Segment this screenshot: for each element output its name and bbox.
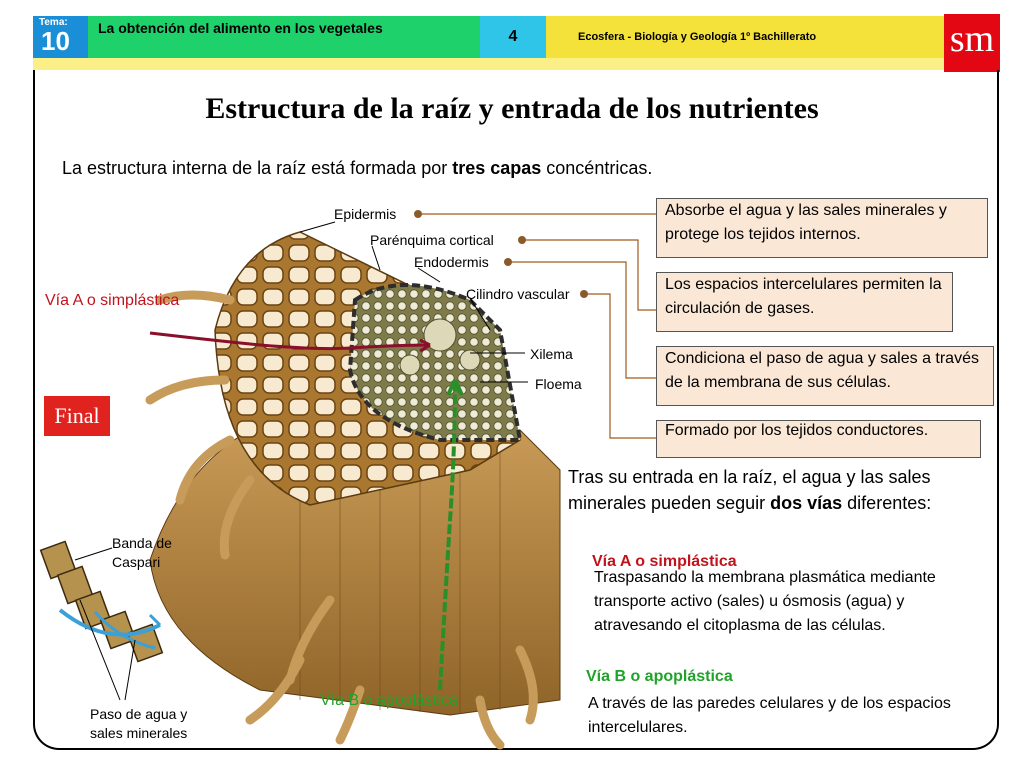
heading-via-a: Vía A o simplástica [592, 553, 737, 570]
box-parenquima: Los espacios intercelulares permiten la circulación de gases. [656, 272, 953, 332]
label-xilema: Xilema [530, 346, 573, 362]
page-title: Estructura de la raíz y entrada de los nutrientes [205, 92, 819, 125]
tema-label: Tema: [39, 17, 68, 28]
box-epidermis: Absorbe el agua y las sales minerales y protege los tejidos internos. [656, 198, 988, 258]
box-endodermis: Condiciona el paso de agua y sales a través de la membrana de sus células. [656, 346, 994, 406]
label-endodermis: Endodermis [414, 254, 489, 270]
label-cilindro: Cilindro vascular [466, 286, 570, 302]
book-title: Ecosfera - Biología y Geología 1º Bachillerato [546, 16, 944, 58]
final-button[interactable]: Final [44, 396, 110, 436]
box-cilindro: Formado por los tejidos conductores. [656, 420, 981, 458]
publisher-logo: sm [944, 14, 1000, 72]
topic-title: La obtención del alimento en los vegetales [98, 20, 383, 36]
label-paso-agua: Paso de agua y sales minerales [90, 706, 188, 741]
heading-via-b: Vía B o apoplástica [586, 668, 733, 685]
unit-number: 4 [480, 16, 546, 58]
text-via-b: A través de las paredes celulares y de los espacios intercelulares. [588, 695, 951, 736]
intro-text: La estructura interna de la raíz está formada por tres capas concéntricas. [62, 158, 653, 178]
label-epidermis: Epidermis [334, 206, 397, 222]
label-via-a: Vía A o simplástica [45, 292, 180, 309]
label-floema: Floema [535, 376, 582, 392]
tema-number: 10 [41, 26, 70, 56]
text-via-a: Traspasando la membrana plasmática mediante transporte activo (sales) u ósmosis (agua) y atravesando el citoplasma de las células. [594, 569, 936, 634]
two-paths-intro: Tras su entrada en la raíz, el agua y las sales minerales pueden seguir dos vías diferentes: [568, 467, 932, 513]
label-via-b: Vía B o apoplástica [320, 692, 458, 709]
label-parenquima: Parénquima cortical [370, 232, 494, 248]
label-banda-caspari: Banda de Caspari [112, 535, 172, 570]
